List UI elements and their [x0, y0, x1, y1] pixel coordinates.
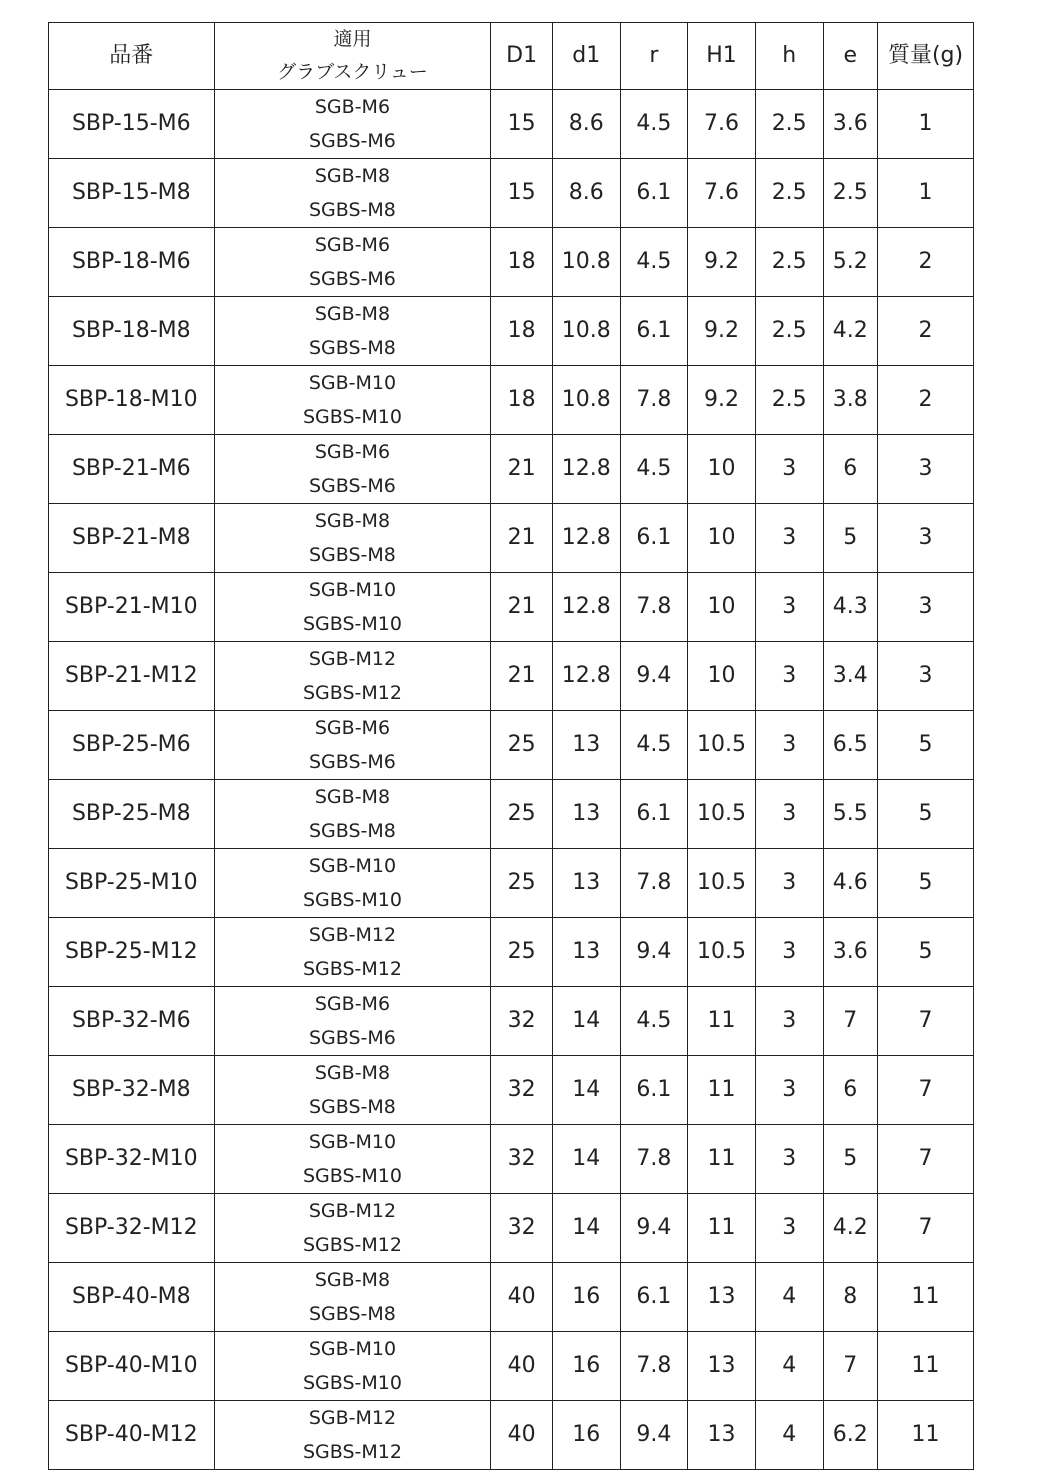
cell-screw [214, 1056, 491, 1125]
cell-screw1: SGB-M10 [308, 1338, 397, 1360]
cell-screw1: SGB-M8 [314, 303, 391, 325]
table-row [49, 159, 974, 228]
cell-screw2: SGBS-M6 [309, 751, 396, 773]
cell-r: 9.4 [620, 1401, 688, 1470]
cell-mass: 2 [878, 366, 974, 435]
cell-h: 3 [755, 849, 823, 918]
cell-model: SBP-32-M6 [49, 987, 215, 1056]
cell-D1: 32 [491, 1056, 553, 1125]
cell-screw1: SGB-M8 [314, 786, 391, 808]
cell-screw [214, 849, 491, 918]
cell-model: SBP-18-M6 [49, 228, 215, 297]
cell-screw [214, 987, 491, 1056]
cell-screw [214, 297, 491, 366]
cell-mass: 1 [878, 159, 974, 228]
cell-h: 4 [755, 1332, 823, 1401]
cell-model: SBP-21-M6 [49, 435, 215, 504]
cell-H1: 10.5 [688, 711, 756, 780]
cell-d1: 10.8 [552, 366, 620, 435]
cell-screw [214, 435, 491, 504]
cell-screw [214, 1194, 491, 1263]
cell-screw2: SGBS-M12 [302, 1234, 402, 1256]
cell-e: 3.6 [823, 90, 878, 159]
cell-r: 6.1 [620, 780, 688, 849]
table-row [49, 573, 974, 642]
cell-screw2: SGBS-M12 [302, 1441, 402, 1463]
cell-screw [214, 711, 491, 780]
cell-model: SBP-18-M8 [49, 297, 215, 366]
table-row [49, 1332, 974, 1401]
cell-r: 9.4 [620, 918, 688, 987]
cell-screw1: SGB-M10 [308, 855, 397, 877]
cell-r: 9.4 [620, 642, 688, 711]
table-row [49, 918, 974, 987]
header-r: r [620, 23, 688, 90]
cell-screw2: SGBS-M10 [302, 406, 402, 428]
cell-mass: 5 [878, 780, 974, 849]
cell-screw1: SGB-M10 [308, 579, 397, 601]
cell-screw2: SGBS-M10 [302, 613, 402, 635]
header-row [49, 23, 974, 90]
cell-screw [214, 228, 491, 297]
cell-screw1: SGB-M12 [308, 1407, 397, 1429]
cell-H1: 7.6 [688, 90, 756, 159]
cell-screw [214, 366, 491, 435]
cell-D1: 32 [491, 1125, 553, 1194]
table-row [49, 780, 974, 849]
cell-h: 3 [755, 435, 823, 504]
cell-model: SBP-21-M10 [49, 573, 215, 642]
header-h: h [755, 23, 823, 90]
cell-h: 3 [755, 642, 823, 711]
cell-D1: 32 [491, 1194, 553, 1263]
cell-r: 6.1 [620, 1263, 688, 1332]
cell-H1: 10 [688, 642, 756, 711]
cell-d1: 8.6 [552, 159, 620, 228]
cell-d1: 16 [552, 1401, 620, 1470]
cell-mass: 3 [878, 435, 974, 504]
cell-mass: 2 [878, 297, 974, 366]
cell-d1: 10.8 [552, 228, 620, 297]
cell-d1: 13 [552, 849, 620, 918]
cell-H1: 9.2 [688, 228, 756, 297]
table-row [49, 1125, 974, 1194]
cell-e: 4.2 [823, 1194, 878, 1263]
cell-screw [214, 1263, 491, 1332]
header-model: 品番 [49, 23, 215, 90]
cell-mass: 5 [878, 918, 974, 987]
table-row [49, 987, 974, 1056]
table-row [49, 711, 974, 780]
cell-model: SBP-21-M12 [49, 642, 215, 711]
cell-screw1: SGB-M8 [314, 510, 391, 532]
cell-h: 3 [755, 780, 823, 849]
cell-mass: 3 [878, 573, 974, 642]
cell-model: SBP-40-M12 [49, 1401, 215, 1470]
cell-mass: 3 [878, 504, 974, 573]
cell-H1: 10 [688, 435, 756, 504]
cell-d1: 13 [552, 780, 620, 849]
cell-h: 3 [755, 987, 823, 1056]
cell-D1: 21 [491, 504, 553, 573]
cell-h: 4 [755, 1401, 823, 1470]
cell-screw1: SGB-M6 [314, 441, 391, 463]
cell-model: SBP-15-M8 [49, 159, 215, 228]
cell-r: 6.1 [620, 1056, 688, 1125]
cell-d1: 8.6 [552, 90, 620, 159]
cell-D1: 18 [491, 366, 553, 435]
cell-h: 3 [755, 573, 823, 642]
cell-r: 7.8 [620, 573, 688, 642]
cell-d1: 14 [552, 1056, 620, 1125]
cell-d1: 12.8 [552, 504, 620, 573]
cell-e: 3.4 [823, 642, 878, 711]
cell-r: 6.1 [620, 504, 688, 573]
cell-screw2: SGBS-M12 [302, 958, 402, 980]
cell-d1: 12.8 [552, 573, 620, 642]
cell-screw1: SGB-M12 [308, 648, 397, 670]
cell-d1: 10.8 [552, 297, 620, 366]
cell-model: SBP-25-M6 [49, 711, 215, 780]
cell-screw2: SGBS-M8 [309, 1303, 396, 1325]
cell-model: SBP-25-M8 [49, 780, 215, 849]
cell-d1: 13 [552, 918, 620, 987]
cell-h: 2.5 [755, 159, 823, 228]
cell-e: 7 [823, 987, 878, 1056]
cell-model: SBP-25-M10 [49, 849, 215, 918]
cell-d1: 16 [552, 1332, 620, 1401]
cell-mass: 7 [878, 1056, 974, 1125]
header-d1: d1 [552, 23, 620, 90]
cell-screw [214, 1332, 491, 1401]
cell-screw1: SGB-M8 [314, 1062, 391, 1084]
cell-r: 4.5 [620, 711, 688, 780]
cell-screw [214, 159, 491, 228]
cell-screw [214, 1401, 491, 1470]
table-row [49, 297, 974, 366]
cell-model: SBP-32-M8 [49, 1056, 215, 1125]
cell-mass: 5 [878, 849, 974, 918]
cell-screw2: SGBS-M10 [302, 889, 402, 911]
cell-r: 7.8 [620, 1332, 688, 1401]
cell-H1: 10 [688, 504, 756, 573]
header-e: e [823, 23, 878, 90]
cell-screw [214, 1125, 491, 1194]
cell-r: 7.8 [620, 849, 688, 918]
cell-r: 9.4 [620, 1194, 688, 1263]
cell-r: 4.5 [620, 228, 688, 297]
cell-mass: 2 [878, 228, 974, 297]
cell-e: 4.3 [823, 573, 878, 642]
cell-H1: 10.5 [688, 849, 756, 918]
cell-screw2: SGBS-M12 [302, 682, 402, 704]
header-mass: 質量(g) [878, 23, 974, 90]
cell-model: SBP-40-M8 [49, 1263, 215, 1332]
cell-r: 4.5 [620, 987, 688, 1056]
cell-H1: 10.5 [688, 780, 756, 849]
cell-screw [214, 504, 491, 573]
cell-screw2: SGBS-M6 [309, 475, 396, 497]
cell-D1: 25 [491, 918, 553, 987]
cell-D1: 21 [491, 573, 553, 642]
cell-h: 2.5 [755, 228, 823, 297]
cell-h: 3 [755, 1194, 823, 1263]
cell-h: 3 [755, 1125, 823, 1194]
header-screw-line2: グラブスクリュー [277, 61, 428, 83]
header-screw-line1: 適用 [333, 28, 372, 50]
cell-screw2: SGBS-M10 [302, 1165, 402, 1187]
cell-D1: 40 [491, 1401, 553, 1470]
cell-screw1: SGB-M12 [308, 924, 397, 946]
cell-screw [214, 642, 491, 711]
cell-e: 5.2 [823, 228, 878, 297]
cell-H1: 13 [688, 1332, 756, 1401]
table-row [49, 849, 974, 918]
cell-d1: 14 [552, 987, 620, 1056]
cell-H1: 11 [688, 1056, 756, 1125]
cell-r: 6.1 [620, 297, 688, 366]
cell-D1: 25 [491, 780, 553, 849]
cell-e: 6.2 [823, 1401, 878, 1470]
cell-d1: 16 [552, 1263, 620, 1332]
cell-h: 3 [755, 1056, 823, 1125]
cell-e: 5.5 [823, 780, 878, 849]
cell-r: 4.5 [620, 435, 688, 504]
cell-mass: 3 [878, 642, 974, 711]
table-row [49, 642, 974, 711]
cell-h: 3 [755, 504, 823, 573]
cell-r: 7.8 [620, 366, 688, 435]
cell-h: 3 [755, 918, 823, 987]
cell-mass: 11 [878, 1401, 974, 1470]
cell-r: 4.5 [620, 90, 688, 159]
cell-model: SBP-18-M10 [49, 366, 215, 435]
cell-mass: 5 [878, 711, 974, 780]
cell-screw2: SGBS-M6 [309, 1027, 396, 1049]
cell-screw1: SGB-M10 [308, 372, 397, 394]
table-row [49, 366, 974, 435]
cell-model: SBP-21-M8 [49, 504, 215, 573]
cell-mass: 1 [878, 90, 974, 159]
cell-e: 8 [823, 1263, 878, 1332]
header-screw [214, 23, 491, 90]
header-H1: H1 [688, 23, 756, 90]
cell-mass: 7 [878, 987, 974, 1056]
cell-e: 4.2 [823, 297, 878, 366]
cell-H1: 13 [688, 1263, 756, 1332]
cell-d1: 12.8 [552, 435, 620, 504]
cell-H1: 10.5 [688, 918, 756, 987]
cell-D1: 15 [491, 90, 553, 159]
cell-screw1: SGB-M12 [308, 1200, 397, 1222]
cell-mass: 11 [878, 1332, 974, 1401]
cell-model: SBP-32-M12 [49, 1194, 215, 1263]
cell-screw [214, 90, 491, 159]
cell-screw2: SGBS-M8 [309, 544, 396, 566]
cell-H1: 9.2 [688, 366, 756, 435]
cell-d1: 14 [552, 1194, 620, 1263]
cell-H1: 9.2 [688, 297, 756, 366]
cell-e: 6 [823, 1056, 878, 1125]
cell-screw1: SGB-M8 [314, 1269, 391, 1291]
cell-H1: 10 [688, 573, 756, 642]
cell-screw1: SGB-M6 [314, 717, 391, 739]
cell-D1: 15 [491, 159, 553, 228]
cell-D1: 18 [491, 228, 553, 297]
cell-D1: 40 [491, 1263, 553, 1332]
table-row [49, 1194, 974, 1263]
cell-e: 4.6 [823, 849, 878, 918]
header-D1: D1 [491, 23, 553, 90]
table-row [49, 1056, 974, 1125]
cell-H1: 11 [688, 987, 756, 1056]
cell-model: SBP-32-M10 [49, 1125, 215, 1194]
cell-screw2: SGBS-M6 [309, 268, 396, 290]
spec-table [48, 22, 974, 1470]
cell-D1: 21 [491, 435, 553, 504]
cell-h: 3 [755, 711, 823, 780]
cell-model: SBP-25-M12 [49, 918, 215, 987]
cell-H1: 11 [688, 1194, 756, 1263]
cell-model: SBP-15-M6 [49, 90, 215, 159]
cell-screw1: SGB-M8 [314, 165, 391, 187]
cell-e: 7 [823, 1332, 878, 1401]
cell-d1: 13 [552, 711, 620, 780]
cell-screw1: SGB-M6 [314, 993, 391, 1015]
cell-screw2: SGBS-M10 [302, 1372, 402, 1394]
cell-D1: 40 [491, 1332, 553, 1401]
cell-h: 2.5 [755, 90, 823, 159]
table-row [49, 435, 974, 504]
cell-h: 2.5 [755, 366, 823, 435]
cell-model: SBP-40-M10 [49, 1332, 215, 1401]
table-row [49, 504, 974, 573]
cell-e: 2.5 [823, 159, 878, 228]
cell-mass: 11 [878, 1263, 974, 1332]
cell-e: 5 [823, 504, 878, 573]
cell-r: 7.8 [620, 1125, 688, 1194]
cell-H1: 11 [688, 1125, 756, 1194]
table-row [49, 90, 974, 159]
cell-screw [214, 918, 491, 987]
table-row [49, 228, 974, 297]
cell-screw2: SGBS-M8 [309, 337, 396, 359]
cell-d1: 12.8 [552, 642, 620, 711]
cell-e: 6 [823, 435, 878, 504]
cell-screw2: SGBS-M8 [309, 199, 396, 221]
cell-mass: 7 [878, 1194, 974, 1263]
table-row [49, 1401, 974, 1470]
cell-mass: 7 [878, 1125, 974, 1194]
cell-H1: 7.6 [688, 159, 756, 228]
cell-D1: 25 [491, 711, 553, 780]
cell-H1: 13 [688, 1401, 756, 1470]
cell-e: 6.5 [823, 711, 878, 780]
table-row [49, 1263, 974, 1332]
cell-h: 2.5 [755, 297, 823, 366]
cell-e: 3.6 [823, 918, 878, 987]
cell-screw [214, 780, 491, 849]
cell-D1: 21 [491, 642, 553, 711]
cell-screw1: SGB-M6 [314, 234, 391, 256]
cell-screw1: SGB-M6 [314, 96, 391, 118]
cell-r: 6.1 [620, 159, 688, 228]
cell-screw [214, 573, 491, 642]
cell-h: 4 [755, 1263, 823, 1332]
cell-d1: 14 [552, 1125, 620, 1194]
cell-D1: 32 [491, 987, 553, 1056]
table-body [49, 90, 974, 1470]
cell-screw2: SGBS-M6 [309, 130, 396, 152]
cell-screw1: SGB-M10 [308, 1131, 397, 1153]
cell-screw2: SGBS-M8 [309, 1096, 396, 1118]
cell-e: 3.8 [823, 366, 878, 435]
cell-e: 5 [823, 1125, 878, 1194]
cell-D1: 18 [491, 297, 553, 366]
cell-D1: 25 [491, 849, 553, 918]
cell-screw2: SGBS-M8 [309, 820, 396, 842]
